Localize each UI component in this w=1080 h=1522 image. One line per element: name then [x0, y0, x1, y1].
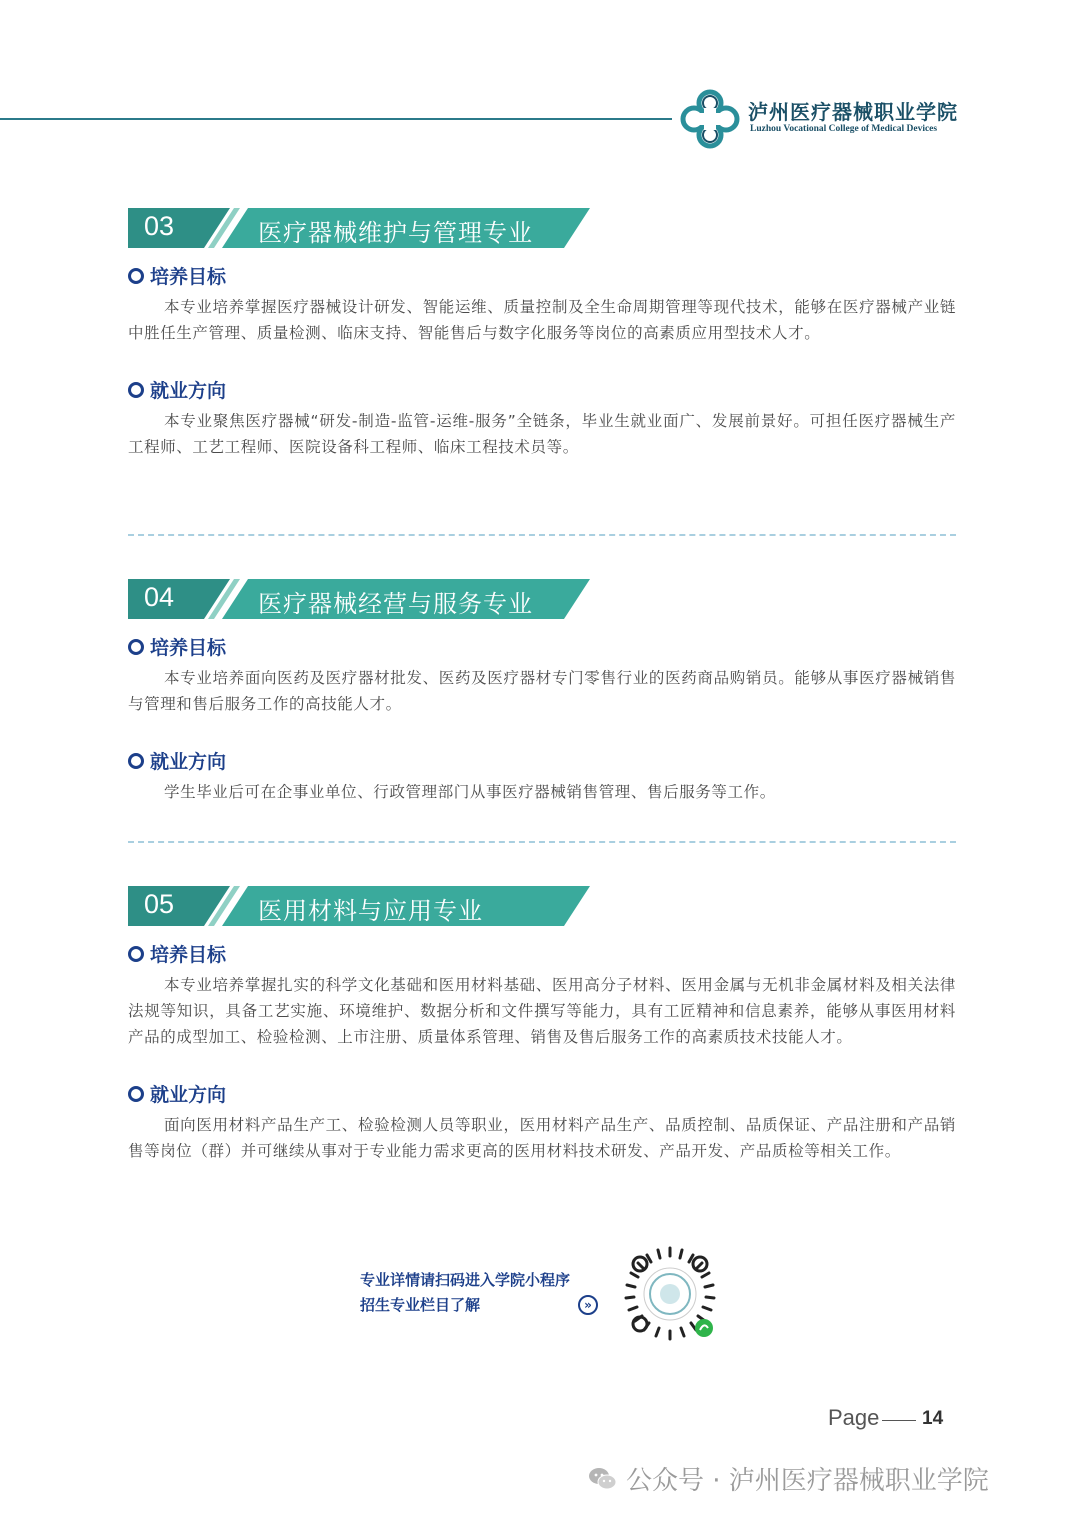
wechat-watermark	[588, 1460, 989, 1497]
major-section-03	[128, 208, 956, 460]
career-text: 学生毕业后可在企事业单位、行政管理部门从事医疗器械销售管理、售后服务等工作。	[164, 783, 776, 801]
career-heading	[128, 747, 956, 773]
career-text: 面向医用材料产品生产工、检验检测人员等职业，医用材料产品生产、品质控制、品质保证、产品注册和产品销售等岗位（群）并可继续从事对于专业能力需求更高的医用材料技术研发、产品开发、产品质检等相关工作。	[128, 1116, 956, 1160]
goal-text: 本专业培养掌握扎实的科学文化基础和医用材料基础、医用高分子材料、医用金属与无机非金属材料及相关法律法规等知识，具备工艺实施、环境维护、数据分析和文件撰写等能力，具有工匠精神和信息素养，能够从事医用材料产品的成型加工、检验检测、上市注册、质量体系管理、销售及售后服务工作的高素质技术技能人才。	[128, 976, 956, 1046]
goal-label: 培养目标	[150, 637, 227, 659]
goal-heading	[128, 262, 956, 288]
bullet-circle-icon	[128, 639, 144, 655]
goal-heading	[128, 940, 956, 966]
section-divider	[128, 534, 956, 536]
bullet-circle-icon	[128, 268, 144, 284]
bullet-circle-icon	[128, 753, 144, 769]
section-banner	[128, 208, 590, 248]
wechat-icon	[588, 1466, 618, 1492]
section-title: 医疗器械经营与服务专业	[258, 590, 533, 618]
qr-caption	[360, 1268, 570, 1318]
qr-caption-line1: 专业详情请扫码进入学院小程序	[360, 1271, 571, 1289]
bullet-circle-icon	[128, 382, 144, 398]
career-label: 就业方向	[150, 380, 227, 402]
career-heading	[128, 1080, 956, 1106]
bullet-circle-icon	[128, 946, 144, 962]
goal-label: 培养目标	[150, 944, 227, 966]
watermark-text: 公众号 · 泸州医疗器械职业学院	[626, 1466, 989, 1496]
section-divider	[128, 841, 956, 843]
career-label: 就业方向	[150, 751, 227, 773]
section-title: 医疗器械维护与管理专业	[258, 219, 533, 247]
major-section-04	[128, 579, 956, 805]
major-section-05	[128, 886, 956, 1164]
section-banner	[128, 886, 590, 926]
page-number: 14	[922, 1408, 944, 1429]
double-chevron-right-icon: »	[578, 1295, 598, 1315]
goal-label: 培养目标	[150, 266, 227, 288]
bullet-circle-icon	[128, 1086, 144, 1102]
goal-text: 本专业培养面向医药及医疗器材批发、医药及医疗器材专门零售行业的医药商品购销员。能够从事医疗器械销售与管理和售后服务工作的高技能人才。	[128, 669, 956, 713]
page-label: Page	[828, 1405, 880, 1430]
college-logo-icon	[679, 88, 741, 150]
page-rule	[882, 1420, 916, 1421]
goal-heading	[128, 633, 956, 659]
section-number: 05	[144, 889, 175, 919]
mini-program-qr-code[interactable]	[620, 1244, 720, 1344]
qr-caption-line2: 招生专业栏目了解	[360, 1296, 481, 1314]
goal-text: 本专业培养掌握医疗器械设计研发、智能运维、质量控制及全生命周期管理等现代技术，能够在医疗器械产业链中胜任生产管理、质量检测、临床支持、智能售后与数字化服务等岗位的高素质应用型技术人才。	[128, 298, 956, 342]
career-heading	[128, 376, 956, 402]
section-number: 03	[144, 211, 175, 241]
school-name-english: Luzhou Vocational College of Medical Devices	[750, 124, 938, 134]
header-rule	[0, 118, 672, 120]
school-name: 泸州医疗器械职业学院	[748, 100, 958, 124]
career-text: 本专业聚焦医疗器械“研发-制造-监管-运维-服务”全链条，毕业生就业面广、发展前景好。可担任医疗器械生产工程师、工艺工程师、医院设备科工程师、临床工程技术员等。	[128, 412, 956, 456]
career-label: 就业方向	[150, 1084, 227, 1106]
section-title: 医用材料与应用专业	[258, 897, 483, 925]
section-number: 04	[144, 582, 175, 612]
section-banner	[128, 579, 590, 619]
